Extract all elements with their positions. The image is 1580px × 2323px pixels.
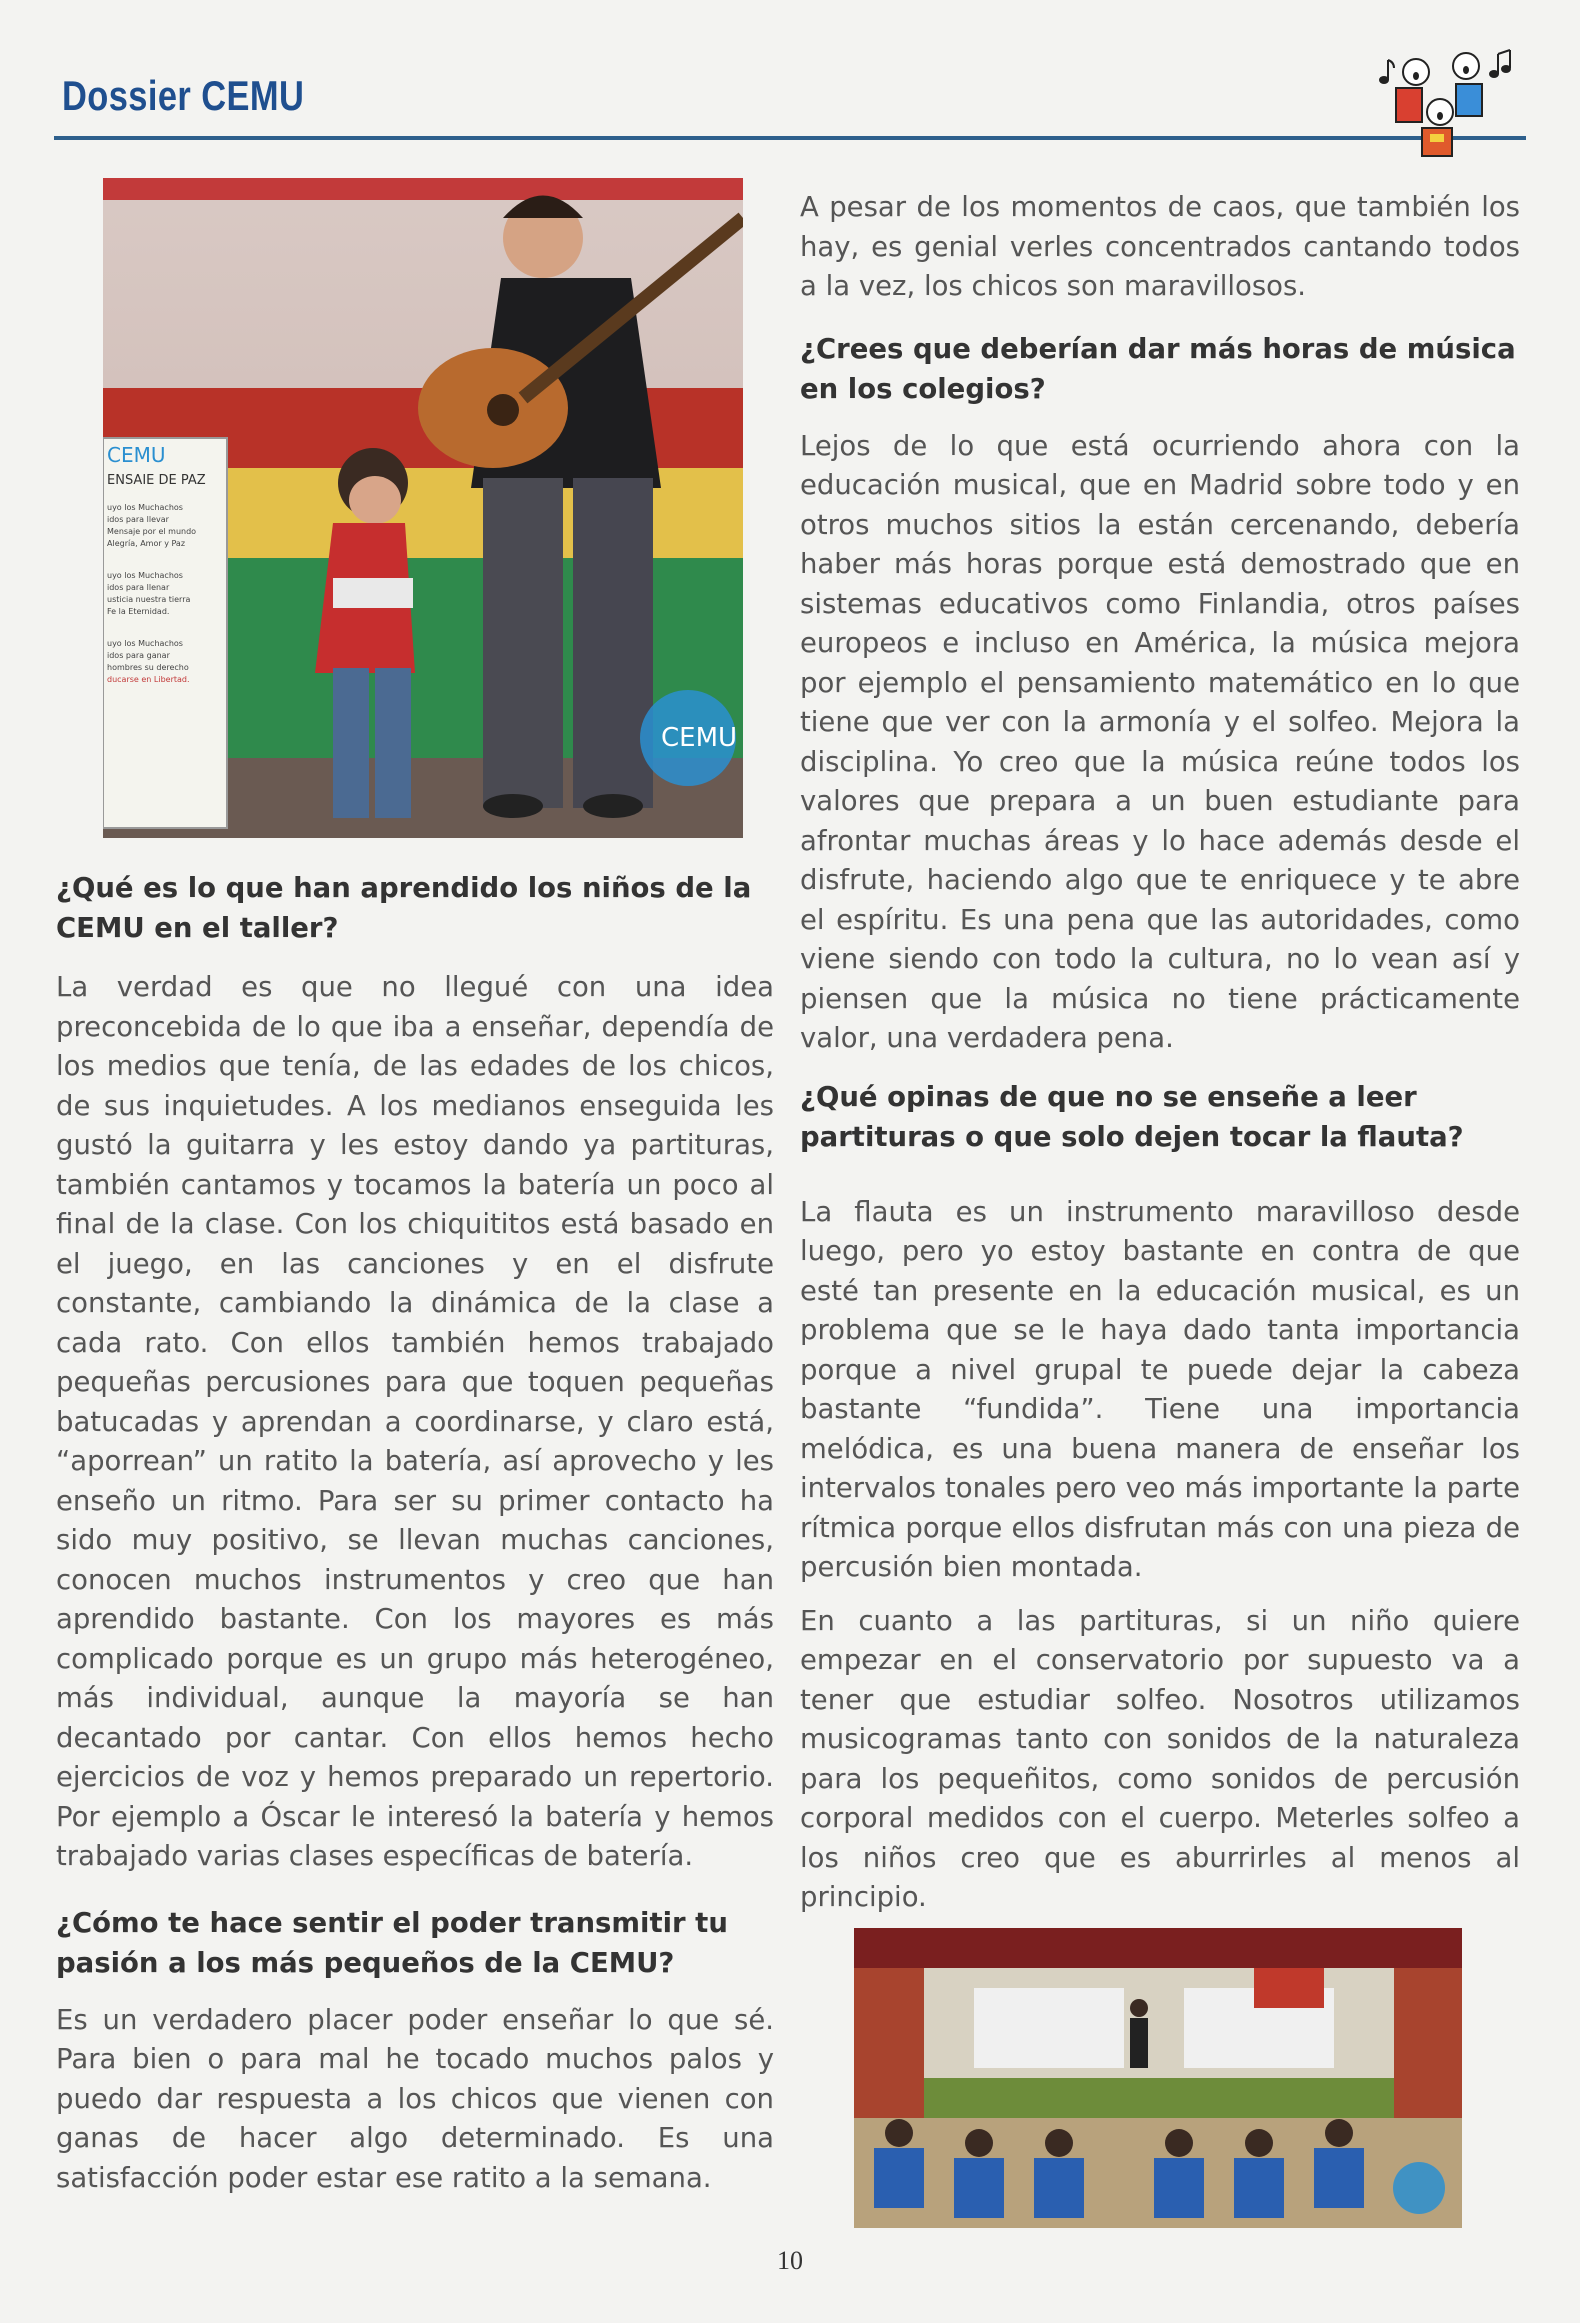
choir-logo (1370, 42, 1522, 162)
banner-line: Alegría, Amor y Paz (107, 539, 186, 548)
banner-line: uyo los Muchachos (107, 503, 183, 512)
banner-line: Fe la Eternidad. (107, 607, 170, 616)
teacher-guitar-photo (103, 178, 743, 838)
paragraph-intro: A pesar de los momentos de caos, que también los hay, es genial verles concentrados cantando todos a la vez, los chicos son maravillosos. (800, 191, 1520, 302)
banner-line: idos para llenar (107, 583, 170, 592)
classroom-photo (854, 1928, 1462, 2228)
banner-line: uyo los Muchachos (107, 639, 183, 648)
question-3: ¿Crees que deberían dar más horas de música en los colegios? (800, 332, 1516, 405)
banner-line: uyo los Muchachos (107, 571, 183, 580)
cemu-badge: CEMU (661, 723, 738, 753)
answer-2: Es un verdadero placer poder enseñar lo que sé. Para bien o para mal he tocado muchos palos y puedo dar respuesta a los chicos que vienen con ganas de hacer algo determinado. Es una satisfacción poder estar ese ratito a la semana. (56, 2003, 774, 2194)
banner-title: ENSAIE DE PAZ (107, 473, 206, 488)
question-1: ¿Qué es lo que han aprendido los niños de la CEMU en el taller? (56, 872, 752, 944)
question-4: ¿Qué opinas de que no se enseñe a leer partituras o que solo dejen tocar la flauta? (800, 1080, 1464, 1153)
banner-line: idos para llevar (107, 515, 169, 524)
banner-line: Mensaje por el mundo (107, 527, 197, 536)
page-number: 10 (777, 2246, 803, 2275)
banner-logo-text: CEMU (107, 443, 166, 467)
banner-line: idos para ganar (107, 651, 170, 660)
music-note-icon (1489, 50, 1511, 78)
banner-line: ducarse en Libertad. (107, 675, 190, 684)
banner-line: hombres su derecho (107, 663, 189, 672)
answer-5: En cuanto a las partituras, si un niño quiere empezar en el conservatorio por supuesto va a tener que estudiar solfeo. Nosotros utilizamos musicogramas tanto con sonidos de la naturaleza para los pequeñitos, como sonidos de percusión corporal medidos con el cuerpo. Meterles solfeo a los niños creo que es aburrirles al menos al principio. (800, 1604, 1520, 1913)
header-rule (54, 136, 1526, 140)
answer-4: La flauta es un instrumento maravilloso desde luego, pero yo estoy bastante en contra de que esté tan presente en la educación musical, es un problema que se le haya dado tanta importancia porque a nivel grupal te puede dejar la cabeza bastante “fundida”. Tiene una importancia melódica, es una buena manera de enseñar los intervalos tonales pero veo más importante la parte rítmica porque ellos disfrutan más con una pieza de percusión bien montada. (800, 1195, 1520, 1583)
answer-1: La verdad es que no llegué con una idea preconcebida de lo que iba a enseñar, dependía de los medios que tenía, de las edades de los chicos, de sus inquietudes. A los medianos enseguida les gustó la guitarra y les estoy dando ya partituras, también cantamos y tocamos la batería un poco al final de la clase. Con los chiquititos está basado en el juego, en las canciones y en el disfrute constante, cambiando la dinámica de la clase a cada rato. Con ellos también hemos trabajado pequeñas percusiones para que toquen pequeñas batucadas y aprendan a coordinarse, y claro está, “aporrean” un ratito la batería, así aprovecho y les enseño un ritmo. Para ser su primer contacto ha sido muy positivo, se llevan muchas canciones, conocen muchos instrumentos y creo que han aprendido bastante. Con los mayores es más complicado porque es un grupo más heterogéneo, más individual, aunque la mayoría se han decantado por cantar. Con ellos hemos hecho ejercicios de voz y hemos preparado un repertorio. Por ejemplo a Óscar le interesó la batería y hemos trabajado varias clases específicas de batería. (56, 971, 774, 1872)
banner-line: usticia nuestra tierra (107, 595, 191, 604)
answer-3: Lejos de lo que está ocurriendo ahora con la educación musical, que en Madrid sobre todo y en otros muchos sitios la están cercenando, debería haber más horas porque está demostrado que en sistemas educativos como Finlandia, otros países europeos e incluso en América, la música mejora por ejemplo el pensamiento matemático en lo que tiene que ver con la armonía y el solfeo. Mejora la disciplina. Yo creo que la música reúne todos los valores que prepara a un buen estudiante para afrontar muchas áreas y lo hace además desde el disfrute, haciendo algo que te enriquece y te abre el espíritu. Es una pena que las autoridades, como viene siendo con todo la cultura, no lo vean así y piensen que la música no tiene prácticamente valor, una verdadera pena. (800, 429, 1520, 1054)
music-note-icon (1379, 60, 1394, 84)
question-2: ¿Cómo te hace sentir el poder transmitir tu pasión a los más pequeños de la CEMU? (56, 1906, 728, 1979)
header-title: Dossier CEMU (62, 72, 305, 119)
